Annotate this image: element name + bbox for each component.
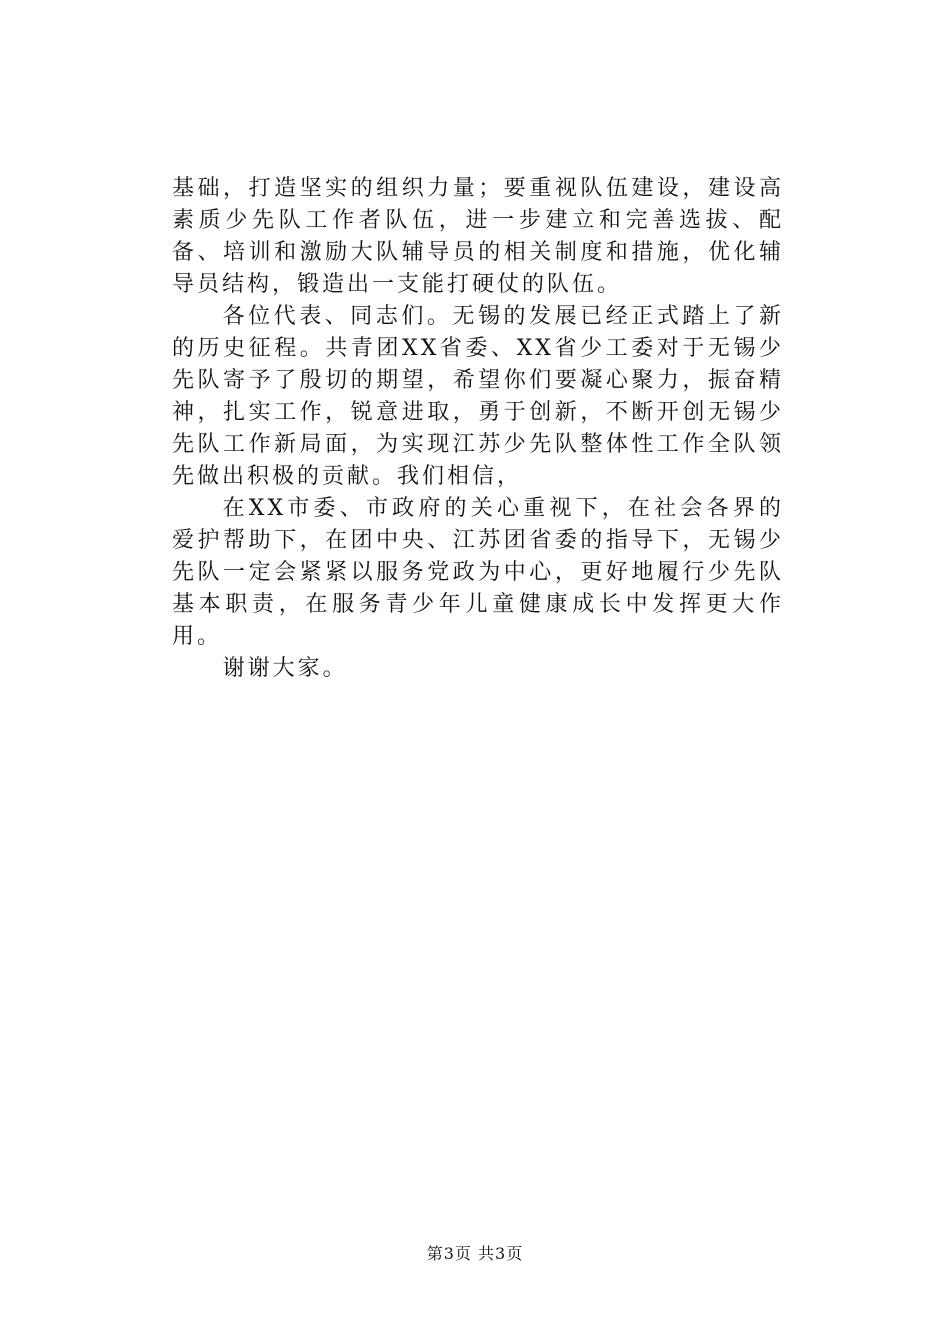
paragraph-address: 各位代表、同志们。无锡的发展已经正式踏上了新的历史征程。共青团XX省委、XX省少工委对于无锡少先队寄予了殷切的期望，希望你们要凝心聚力，振奋精神，扎实工作，锐意进取，勇于创新，不断开创无锡少先队工作新局面，为实现江苏少先队整体性工作全队领先做出积极的贡献。我们相信，: [172, 304, 784, 489]
document-body: [172, 173, 784, 685]
page-number-footer: 第3页 共3页: [426, 1244, 524, 1263]
paragraph-support: 在XX市委、市政府的关心重视下，在社会各界的爱护帮助下，在团中央、江苏团省委的指导下，无锡少先队一定会紧紧以服务党政为中心，更好地履行少先队基本职责，在服务青少年儿童健康成长中发挥更大作用。: [172, 496, 784, 649]
paragraph-thanks: 谢谢大家。: [222, 656, 348, 681]
paragraph-continuation: 基础，打造坚实的组织力量；要重视队伍建设，建设高素质少先队工作者队伍，进一步建立和完善选拔、配备、培训和激励大队辅导员的相关制度和措施，优化辅导员结构，锻造出一支能打硬仗的队伍。: [172, 176, 784, 297]
